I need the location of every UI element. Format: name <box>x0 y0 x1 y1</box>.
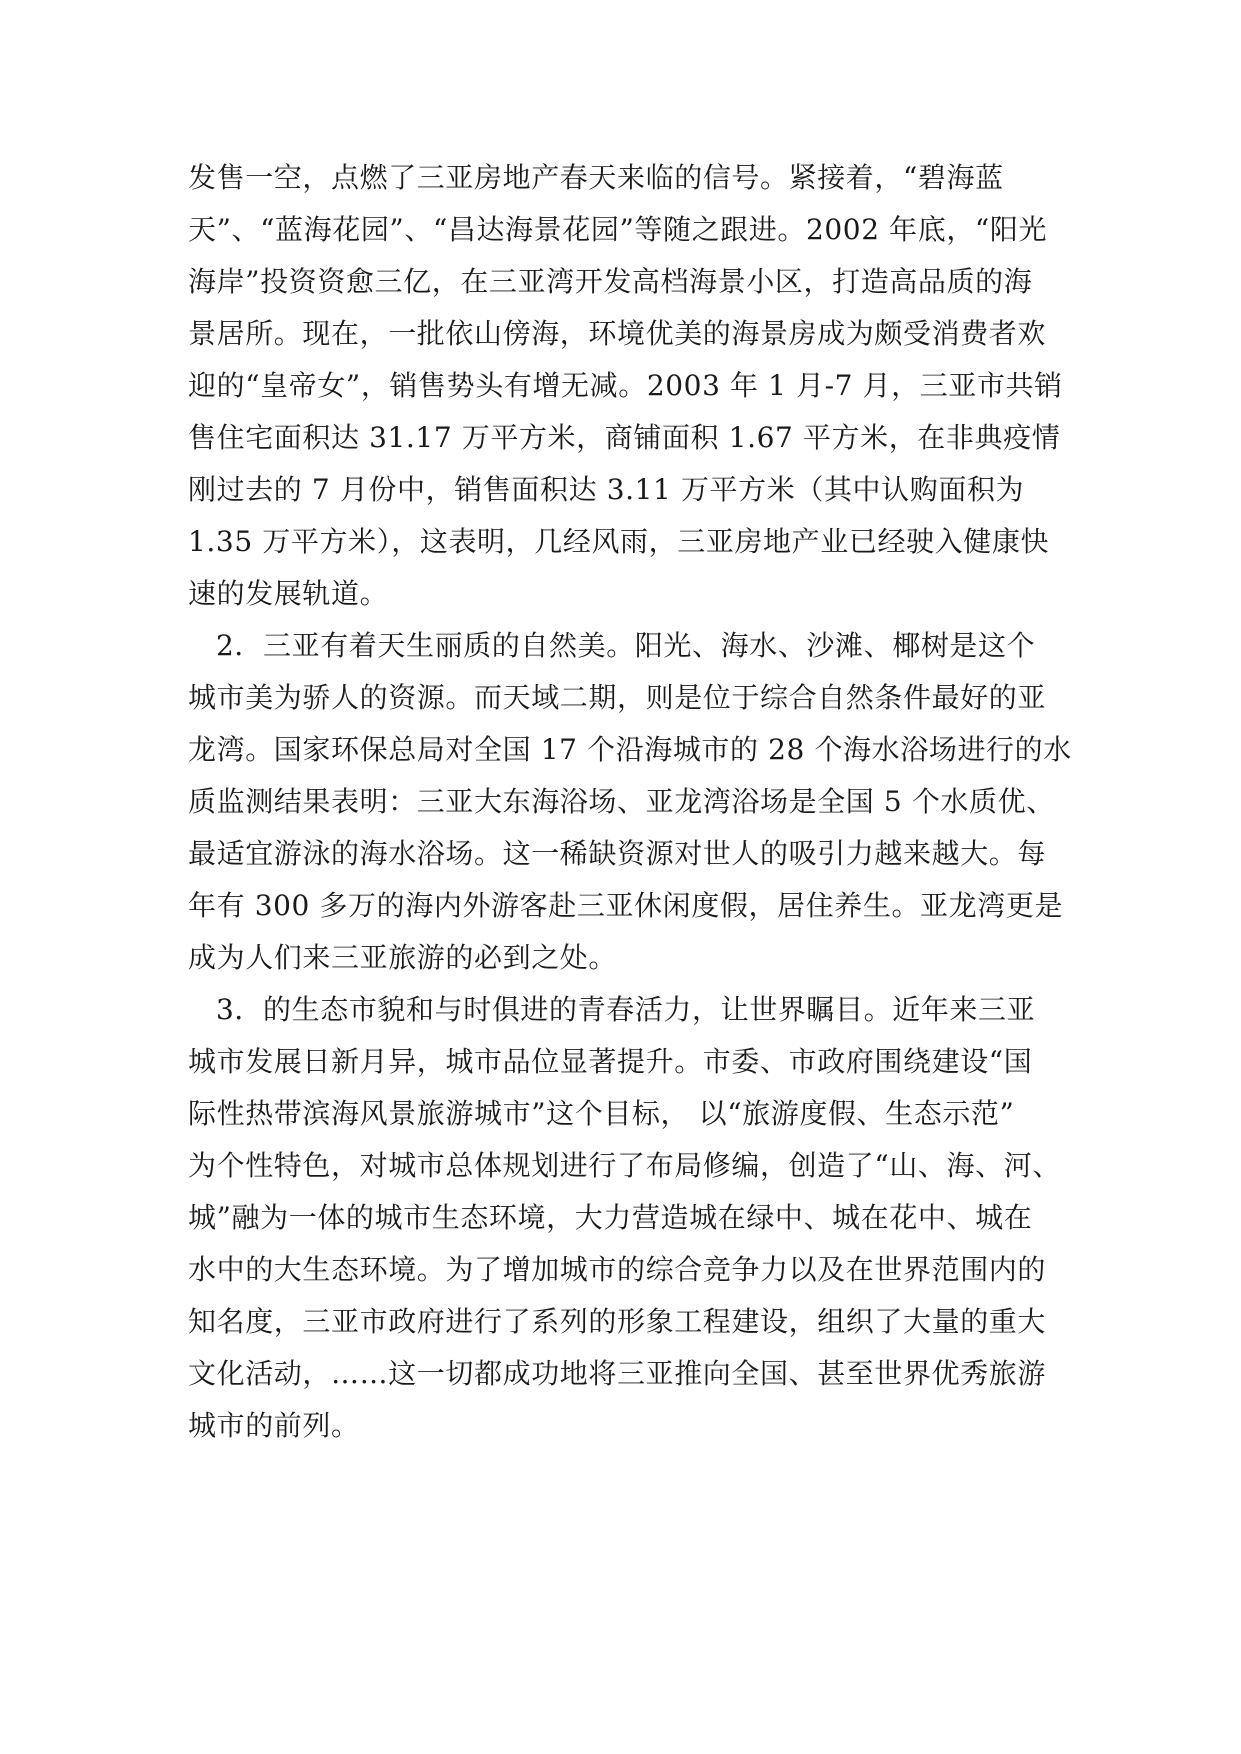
text-line: 龙湾。国家环保总局对全国 17 个沿海城市的 28 个海水浴场进行的水 <box>188 733 1072 766</box>
text-line: 为个性特色，对城市总体规划进行了布局修编，创造了“山、海、河、 <box>188 1149 1061 1182</box>
text-line: 售住宅面积达 31.17 万平方米，商铺面积 1.67 平方米，在非典疫情 <box>188 421 1061 454</box>
paragraph-3-first-line: 3．的生态市貌和与时俱进的青春活力，让世界瞩目。近年来三亚 <box>216 993 1036 1026</box>
text-line: 年有 300 多万的海内外游客赴三亚休闲度假，居住养生。亚龙湾更是 <box>188 889 1064 922</box>
text-line: 成为人们来三亚旅游的必到之处。 <box>188 941 618 974</box>
document-body <box>188 152 1072 1452</box>
text-line: 城”融为一体的城市生态环境，大力营造城在绿中、城在花中、城在 <box>188 1201 1033 1234</box>
text-line: 城市美为骄人的资源。而天域二期，则是位于综合自然条件最好的亚 <box>188 681 1047 714</box>
text-line: 知名度，三亚市政府进行了系列的形象工程建设，组织了大量的重大 <box>188 1305 1047 1338</box>
paragraph-2-first-line: 2．三亚有着天生丽质的自然美。阳光、海水、沙滩、椰树是这个 <box>216 629 1036 662</box>
text-line: 海岸”投资资愈三亿，在三亚湾开发高档海景小区，打造高品质的海 <box>188 265 1033 298</box>
text-line: 城市的前列。 <box>188 1409 360 1442</box>
text-line: 刚过去的 7 月份中，销售面积达 3.11 万平方米（其中认购面积为 <box>188 473 1025 506</box>
text-line: 景居所。现在，一批依山傍海，环境优美的海景房成为颇受消费者欢 <box>188 317 1047 350</box>
text-line: 天”、“蓝海花园”、“昌达海景花园”等随之跟进。2002 年底，“阳光 <box>188 213 1048 246</box>
text-line: 文化活动，……这一切都成功地将三亚推向全国、甚至世界优秀旅游 <box>188 1357 1047 1390</box>
text-line: 水中的大生态环境。为了增加城市的综合竞争力以及在世界范围内的 <box>188 1253 1047 1286</box>
text-line: 城市发展日新月异，城市品位显著提升。市委、市政府围绕建设“国 <box>188 1045 1033 1078</box>
text-line: 发售一空，点燃了三亚房地产春天来临的信号。紧接着，“碧海蓝 <box>188 161 1004 194</box>
text-line: 际性热带滨海风景旅游城市”这个目标， 以“旅游度假、生态示范” <box>188 1097 1015 1130</box>
text-line: 质监测结果表明：三亚大东海浴场、亚龙湾浴场是全国 5 个水质优、 <box>188 785 1055 818</box>
text-line: 速的发展轨道。 <box>188 577 389 610</box>
text-line: 1.35 万平方米），这表明，几经风雨，三亚房地产业已经驶入健康快 <box>188 525 1050 558</box>
text-line: 最适宜游泳的海水浴场。这一稀缺资源对世人的吸引力越来越大。每 <box>188 837 1047 870</box>
text-line: 迎的“皇帝女”，销售势头有增无减。2003 年 1 月-7 月，三亚市共销 <box>188 369 1063 402</box>
